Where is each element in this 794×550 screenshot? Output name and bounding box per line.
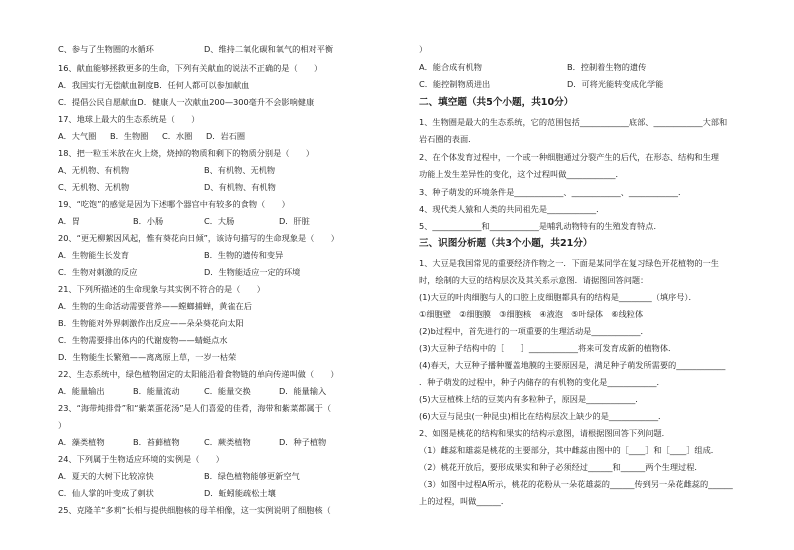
diagram-q1-line1: 1、大豆是我国常见的重要经济作物之一．下面是某同学在复习绿色开花植物的一生 — [419, 258, 719, 268]
option-a: A．生物能生长发育 — [58, 250, 130, 260]
diagram-q2-part2: （2）桃花开放后，要形成果实和种子必须经过______和______两个生理过程． — [419, 462, 703, 472]
option-a: A．夏天的大树下比较凉快 — [58, 471, 154, 481]
option-c: C．能控制物质进出 — [419, 79, 491, 89]
option-c: C．生物对刺激的反应 — [58, 267, 138, 277]
option-b: B．小肠 — [133, 216, 164, 226]
section-diagram-heading: 三、识图分析题（共3个小题，共21分） — [419, 238, 593, 249]
question-18: 18、把一粒玉米放在火上烧，烧掉的物质和剩下的物质分别是（ ） — [58, 148, 315, 158]
option-b: B．生物的遗传和变异 — [204, 250, 284, 260]
diagram-q1-part2: (2)b过程中，首先进行的一项重要的生理活动是____________． — [419, 326, 649, 336]
fill-q3: 3、种子萌发的环境条件是____________、____________、____________． — [419, 187, 687, 197]
option-a: A．胃 — [58, 216, 80, 226]
option-b: B．绿色植物能够更新空气 — [204, 471, 300, 481]
fill-q1-line1: 1、生物圈是最大的生态系统，它的范围包括____________底部、____________大部和 — [419, 117, 728, 127]
question-20: 20、“更无柳絮因风起，惟有葵花向日倾”，该诗句描写的生命现象是（ ） — [58, 233, 339, 243]
option-d: D．岩石圈 — [206, 131, 246, 141]
option-c: C．蕨类植物 — [204, 437, 251, 447]
question-22: 22、生态系统中，绿色植物固定的太阳能沿着食物链的单向传递叫做（ ） — [58, 369, 339, 379]
option-d: D、维持二氧化碳和氧气的相对平衡 — [204, 44, 334, 54]
diagram-q1-line2: 时，绘制的大豆的结构层次及其关系示意图．请据图回答问题： — [419, 275, 649, 285]
option-b: B．能量流动 — [133, 386, 180, 396]
option-b: B．苔藓植物 — [133, 437, 180, 447]
option-c: C．仙人掌的叶变成了刺状 — [58, 488, 154, 498]
option-d: D、有机物、有机物 — [204, 182, 276, 192]
option-c: C．水圈 — [162, 131, 193, 141]
diagram-q1-part3: (3)大豆种子结构中的［ ］____________将来可发育成新的植物体． — [419, 343, 677, 353]
q16-options-ab: A．我国实行无偿献血制度B．任何人都可以参加献血 — [58, 80, 250, 90]
option-a: A、无机物、有机物 — [58, 165, 130, 175]
question-23: 23、“海带炖排骨”和“紫菜蛋花汤”是人们喜爱的佳肴，海带和紫菜都属于（ — [58, 403, 332, 413]
question-19: 19、“吃饱”的感觉是因为下述哪个器官中有较多的食物（ ） — [58, 199, 290, 209]
option-d: D．可将光能转变成化学能 — [567, 79, 664, 89]
fill-q4: 4、现代类人猿和人类的共同祖先是____________． — [419, 204, 605, 214]
diagram-q2-intro: 2、如图是桃花的结构和果实的结构示意图，请根据图回答下列问题． — [419, 428, 670, 438]
diagram-q1-part4: (4)春天，大豆种子播种覆盖地膜的主要原因是，满足种子萌发所需要的____________ — [419, 360, 726, 370]
option-c: C、无机物、无机物 — [58, 182, 130, 192]
q21-option-c: C．生物需要排出体内的代谢废物——蜻蜓点水 — [58, 335, 228, 345]
option-b: B、有机物、无机物 — [204, 165, 276, 175]
diagram-q1-part4-cont: ．种子萌发的过程中，种子内储存的有机物的变化是____________． — [419, 377, 665, 387]
question-16: 16、献血能够拯救更多的生命，下列有关献血的说法不正确的是（ ） — [58, 63, 323, 73]
option-d: D．种子植物 — [279, 437, 327, 447]
q21-option-b: B．生物能对外界刺激作出反应——朵朵葵花向太阳 — [58, 318, 244, 328]
diagram-q2-part3-cont: 上的过程，叫做______． — [419, 496, 510, 506]
fill-q2-line1: 2、在个体发育过程中，一个或一种细胞通过分裂产生的后代，在形态、结构和生理 — [419, 152, 719, 162]
fill-q5: 5、____________和____________是哺乳动物特有的生殖发育特点． — [419, 221, 662, 231]
section-fill-in-heading: 二、填空题（共5个小题，共10分） — [419, 97, 574, 108]
question-25: 25、克隆羊“多莉”长相与提供细胞核的母羊相像，这一实例说明了细胞核（ — [58, 505, 331, 515]
question-25-end: ） — [419, 44, 428, 54]
option-c: C．能量交换 — [204, 386, 251, 396]
option-a: A．能合成有机物 — [419, 62, 482, 72]
question-21: 21、下列所描述的生命现象与其实例不符合的是（ ） — [58, 284, 265, 294]
option-d: D．能量输入 — [279, 386, 327, 396]
question-23-end: ） — [58, 420, 67, 430]
fill-q1-line2: 岩石圈的表面． — [419, 134, 477, 144]
option-c: C、参与了生物圈的水循环 — [58, 44, 154, 54]
option-b: B．控制着生物的遗传 — [567, 62, 647, 72]
option-d: D．肝脏 — [279, 216, 310, 226]
question-17: 17、地球上最大的生态系统是（ ） — [58, 114, 200, 124]
q21-option-d: D．生物能生长繁殖——离离原上草，一岁一枯荣 — [58, 352, 237, 362]
option-c: C．大肠 — [204, 216, 235, 226]
diagram-q1-part1-choices: ①细胞壁 ②细胞膜 ③细胞核 ④液泡 ⑤叶绿体 ⑥线粒体 — [419, 309, 644, 319]
question-24: 24、下列属于生物适应环境的实例是（ ） — [58, 454, 224, 464]
diagram-q1-part1: (1)大豆的叶肉细胞与人的口腔上皮细胞都具有的结构是________（填序号）． — [419, 292, 697, 302]
diagram-q1-part6: (6)大豆与昆虫(一种昆虫)相比在结构层次上缺少的是____________． — [419, 411, 667, 421]
diagram-q1-part5: (5)大豆植株上结的豆荚内有多粒种子，原因是____________． — [419, 394, 644, 404]
q16-options-cd: C．提倡公民自愿献血D．健康人一次献血200—300毫升不会影响健康 — [58, 97, 315, 107]
option-d: D．生物能适应一定的环境 — [204, 267, 301, 277]
option-a: A．藻类植物 — [58, 437, 105, 447]
option-d: D．蚯蚓能疏松土壤 — [204, 488, 276, 498]
diagram-q2-part1: （1）雌蕊和雄蕊是桃花的主要部分，其中雌蕊由图中的［____］和［____］组成． — [419, 445, 719, 455]
fill-q2-line2: 功能上发生差异性的变化，这个过程叫做____________． — [419, 169, 624, 179]
option-a: A．能量输出 — [58, 386, 105, 396]
option-b: B．生物圈 — [110, 131, 149, 141]
option-a: A．大气圈 — [58, 131, 97, 141]
q21-option-a: A．生物的生命活动需要营养——螳螂捕蝉，黄雀在后 — [58, 301, 252, 311]
diagram-q2-part3: （3）如图中过程A所示，桃花的花粉从一朵花雄蕊的______传到另一朵花雌蕊的______ — [419, 479, 733, 489]
